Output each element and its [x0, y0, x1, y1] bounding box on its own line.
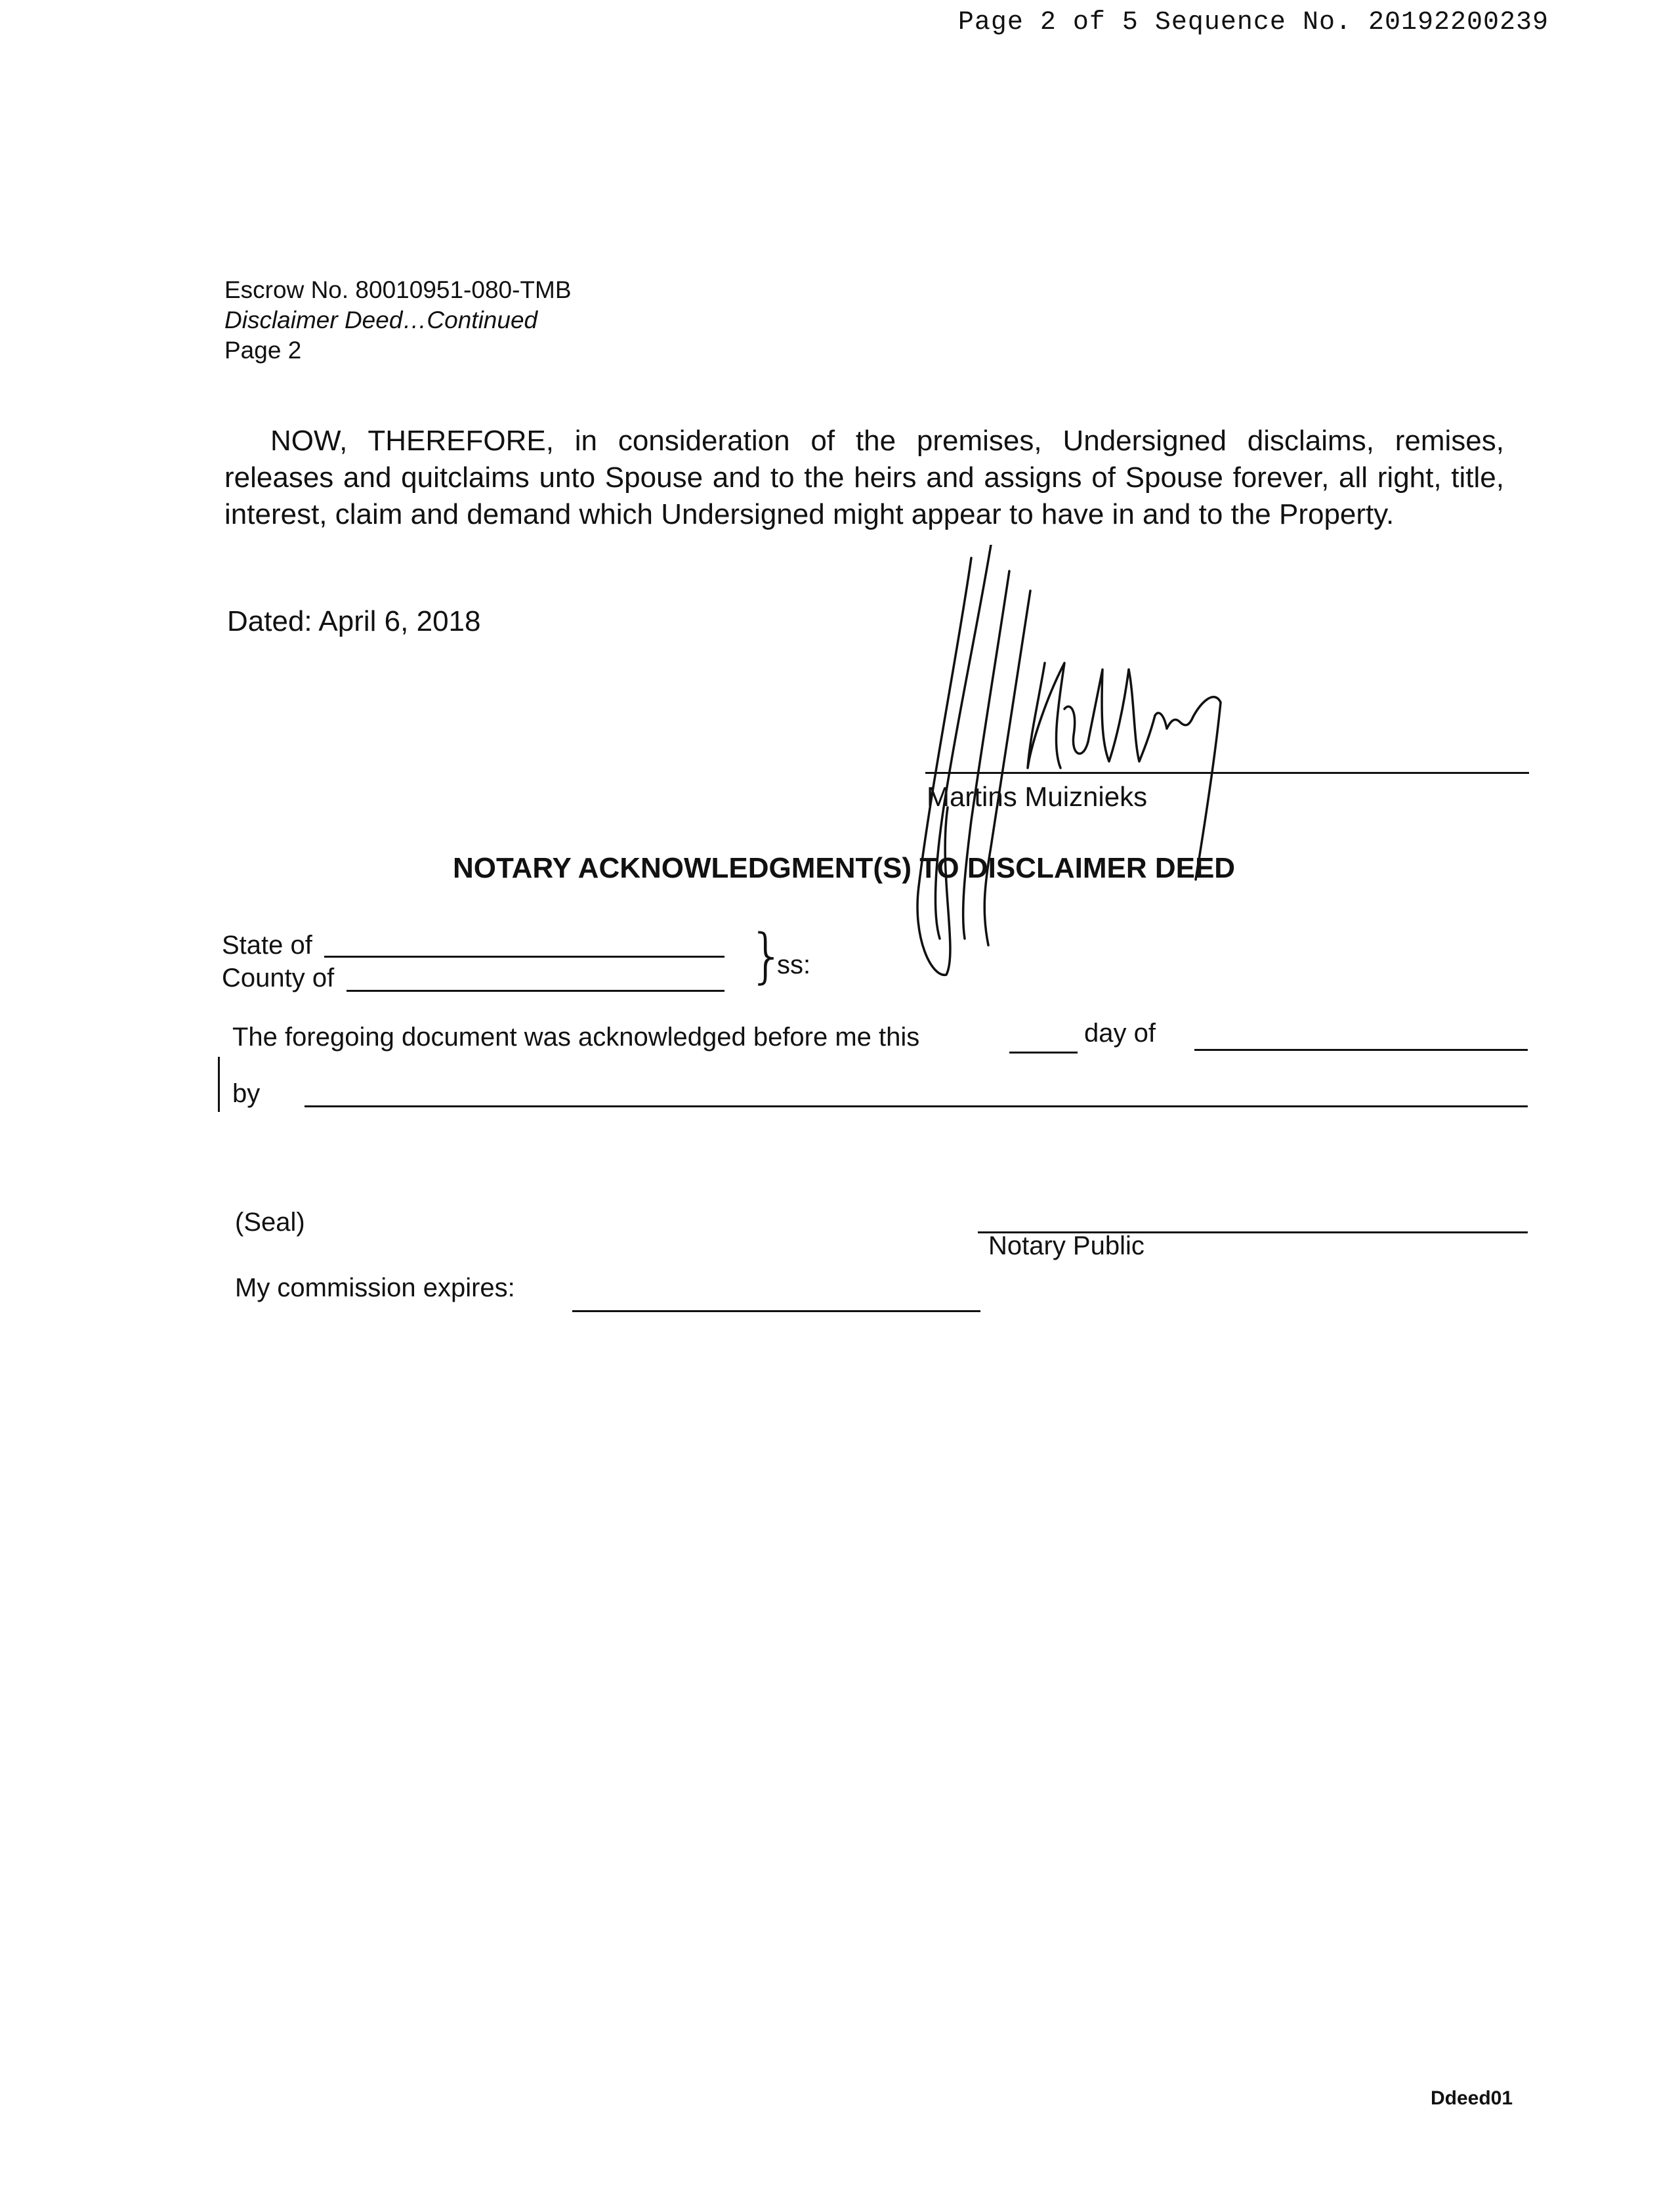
venue-brace: } — [748, 922, 786, 991]
handwritten-signature — [892, 545, 1312, 998]
by-label: by — [232, 1079, 261, 1108]
dated-line: Dated: April 6, 2018 — [227, 605, 481, 637]
form-code: Ddeed01 — [1431, 2087, 1513, 2109]
signer-name: Martins Muiznieks — [927, 781, 1148, 812]
day-of-label: day of — [1084, 1019, 1156, 1048]
sequence-header: Page 2 of 5 Sequence No. 20192200239 — [957, 8, 1549, 37]
margin-mark — [218, 1057, 220, 1112]
page-label: Page 2 — [224, 337, 302, 364]
ss-label: ss: — [777, 950, 811, 979]
county-label: County of — [222, 964, 335, 992]
conveyance-paragraph: NOW, THEREFORE, in consideration of the premises, Undersigned disclaims, remises, releases and quitclaims unto Spouse and to the heirs and assigns of Spouse forever, all right, title, interest, claim and demand which Undersigned might appear to have in and to the Property. — [224, 425, 1504, 530]
month-blank-line — [1194, 1049, 1528, 1051]
commission-blank-line — [572, 1310, 980, 1312]
county-blank-line — [346, 990, 724, 992]
signature-line — [925, 772, 1529, 774]
day-blank-line — [1009, 1052, 1078, 1054]
acknowledgment-text: The foregoing document was acknowledged before me this — [232, 1023, 920, 1052]
notary-section-title: NOTARY ACKNOWLEDGMENT(S) TO DISCLAIMER DEED — [453, 852, 1236, 884]
state-label: State of — [222, 931, 312, 960]
by-blank-line — [304, 1105, 1528, 1107]
escrow-number: Escrow No. 80010951-080-TMB — [224, 276, 572, 303]
seal-label: (Seal) — [235, 1208, 305, 1237]
document-title: Disclaimer Deed…Continued — [224, 307, 538, 333]
state-blank-line — [324, 956, 724, 958]
commission-label: My commission expires: — [235, 1273, 515, 1302]
notary-public-label: Notary Public — [988, 1231, 1144, 1260]
